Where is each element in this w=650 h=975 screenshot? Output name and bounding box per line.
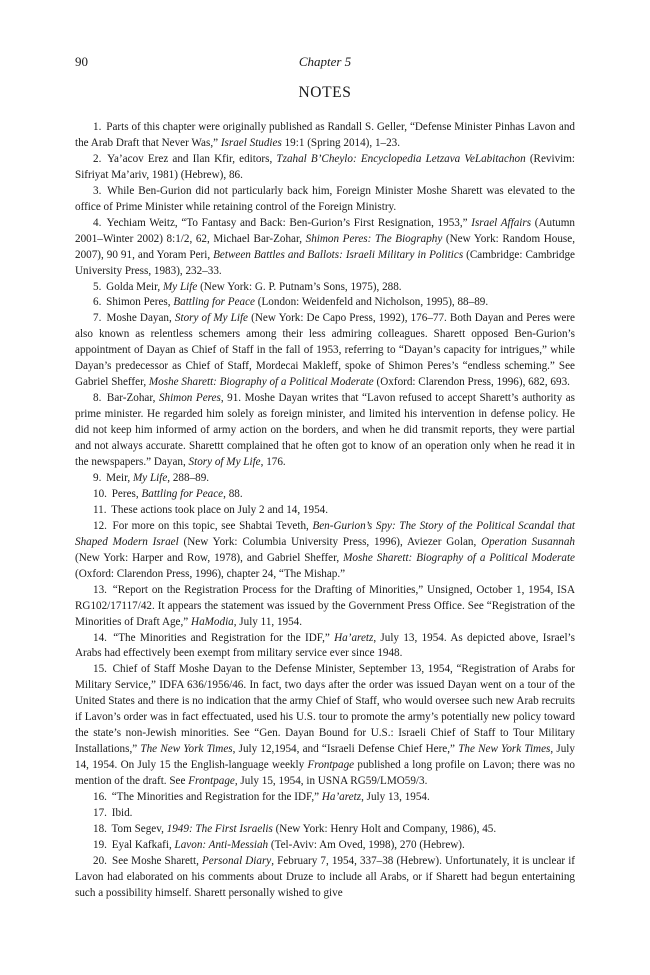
italic-title: Moshe Sharett: Biography of a Political Moderate [343, 551, 575, 564]
note-text: Yechiam Weitz, “To Fantasy and Back: Ben-Gurion’s First Resignation, 1953,” [106, 216, 472, 229]
note-15 [75, 662, 575, 790]
note-number: 8. [93, 392, 102, 405]
note-6 [75, 295, 575, 311]
note-text: Golda Meir, [106, 280, 163, 293]
italic-title: Battling for Peace [141, 487, 224, 500]
note-8 [75, 391, 575, 471]
note-number: 4. [93, 216, 102, 229]
note-text: , 176. [260, 456, 286, 469]
italic-title: Ha’aretz [321, 791, 362, 804]
note-19 [75, 838, 575, 854]
note-text: Eyal Kafkafi, [111, 838, 175, 851]
note-number: 17. [93, 806, 107, 819]
note-2 [75, 152, 575, 184]
note-text: , July 13, 1954. As depicted above, Israel’s Arabs had effectively been exempt from military service ever since 1948. [75, 631, 575, 660]
italic-title: Shimon Peres [158, 392, 221, 405]
note-text: (Autumn 2001–Winter 2002) 8:1/2, 62, Michael Bar-Zohar, [75, 216, 575, 245]
note-text: “The Minorities and Registration for the IDF,” [111, 791, 322, 804]
note-text: 19:1 (Spring 2014), 1–23. [281, 136, 401, 149]
note-text: (Oxford: Clarendon Press, 1996), chapter 24, “The Mishap.” [75, 567, 346, 580]
italic-title: 1949: The First Israelis [166, 822, 273, 835]
note-text: For more on this topic, see Shabtai Teveth, [112, 519, 313, 532]
note-text: (Tel-Aviv: Am Oved, 1998), 270 (Hebrew). [268, 838, 465, 851]
note-number: 5. [93, 280, 102, 293]
note-text: Meir, [106, 471, 133, 484]
italic-title: Personal Diary [201, 854, 272, 867]
italic-title: HaModia [191, 615, 234, 628]
note-text: (Cambridge: Cambridge University Press, 1983), 232–33. [75, 248, 575, 277]
note-text: , July 15, 1954, in USNA RG59/LMO59/3. [234, 775, 428, 788]
note-text: “Report on the Registration Process for the Drafting of Minorities,” Unsigned, October 1, 1954, ISA RG102/17117/42. It appears the statement was issued by the Government Press Office. See “Registration of the Minorities of Draft Age,” [75, 583, 575, 628]
note-text: (New York: Random House, 2007), 90 91, and Yoram Peri, [75, 232, 575, 261]
note-text: (New York: Henry Holt and Company, 1986), 45. [272, 822, 497, 835]
note-text: (New York: Harper and Row, 1978), and Gabriel Sheffer, [75, 551, 344, 564]
page-number: 90 [75, 54, 88, 69]
note-1 [75, 120, 575, 152]
note-text: , July 11, 1954. [233, 615, 303, 628]
notes-list [75, 120, 575, 902]
note-text: These actions took place on July 2 and 14, 1954. [111, 503, 328, 516]
note-10 [75, 487, 575, 503]
italic-title: Frontpage [188, 775, 235, 788]
note-number: 16. [93, 791, 107, 804]
note-number: 14. [93, 631, 107, 644]
note-text: (New York: De Capo Press, 1992), 176–77. Both Dayan and Peres were also known as relentless schemers among their less admiring colleagues. Sharett opposed Ben-Gurion’s appointment of Dayan as Chief of Staff in the fall of 1953, referring to “Dayan’s capacity for intrigues,” while Dayan’s predecessor as Chief of Staff, Mordecai Makleff, spoke of Shimon Peres’s “endless scheming.” See Gabriel Sheffer, [75, 312, 575, 389]
note-text: (Revivim: Sifriyat Ma’ariv, 1981) (Hebrew), 86. [75, 152, 575, 181]
note-text: (New York: Columbia University Press, 1996), Aviezer Golan, [178, 535, 482, 548]
note-18 [75, 822, 575, 838]
note-number: 7. [93, 312, 102, 325]
section-title: NOTES [298, 84, 352, 101]
italic-title: Lavon: Anti-Messiah [174, 838, 269, 851]
note-11 [75, 503, 575, 519]
italic-title: Battling for Peace [173, 296, 255, 309]
note-text: (London: Weidenfeld and Nicholson, 1995), 88–89. [255, 296, 489, 309]
italic-title: Shimon Peres: The Biography [305, 232, 443, 245]
italic-title: Between Battles and Ballots: Israeli Military in Politics [213, 248, 464, 261]
note-text: Tom Segev, [111, 822, 167, 835]
note-text: Chief of Staff Moshe Dayan to the Defense Minister, September 13, 1954, “Registration of Arabs for Military Service,” IDFA 636/1956/46. In fact, two days after the order was issued Dayan went on a tour of the United States and there is no indication that the army Chief of Staff, who would oversee such new Arab recruits if Lavon’s order was in fact effectuated, used his U.S. tour to promote the army’s potentially new policy toward the state’s non-Jewish minorities. See “Gen. Dayan Bound for U.S.: Israeli Chief of Staff to Tour Military Installations,” [75, 663, 575, 756]
note-number: 12. [93, 519, 107, 532]
note-text: Peres, [111, 487, 142, 500]
note-13 [75, 583, 575, 631]
italic-title: My Life [132, 471, 168, 484]
note-text: , July 13, 1954. [361, 791, 430, 804]
note-text: “The Minorities and Registration for the IDF,” [113, 631, 335, 644]
note-number: 3. [93, 184, 102, 197]
note-text: Ya’acov Erez and Ilan Kfir, editors, [107, 152, 277, 165]
note-12 [75, 519, 575, 583]
note-number: 1. [93, 121, 102, 133]
italic-title: The New York Times [458, 743, 551, 756]
note-4 [75, 216, 575, 280]
note-number: 18. [93, 822, 107, 835]
note-7 [75, 311, 575, 391]
note-14 [75, 631, 575, 663]
note-number: 20. [93, 854, 107, 867]
note-16 [75, 790, 575, 806]
note-text: , February 7, 1954, 337–38 (Hebrew). Unfortunately, it is unclear if Lavon had elaborated on his comments about Druze to include all Arabs, or if Sharett had begun entertaining such a possibility himself. Sharett personally wished to give [75, 854, 575, 899]
italic-title: Story of My Life [174, 312, 248, 325]
note-number: 10. [93, 487, 107, 500]
note-text: See Moshe Sharett, [112, 854, 202, 867]
note-number: 9. [93, 471, 102, 484]
italic-title: Story of My Life [188, 456, 261, 469]
italic-title: Moshe Sharett: Biography of a Political Moderate [148, 376, 374, 389]
note-text: , 88. [223, 487, 243, 500]
italic-title: The New York Times [140, 743, 233, 756]
note-17 [75, 806, 575, 822]
note-text: , July 12,1954, and “Israeli Defense Chief Here,” [232, 743, 459, 756]
running-head [75, 54, 575, 72]
chapter-label: Chapter 5 [298, 54, 352, 69]
book-page [75, 54, 575, 902]
note-text: (Oxford: Clarendon Press, 1996), 682, 693. [373, 376, 570, 389]
italic-title: Ha’aretz [334, 631, 374, 644]
note-number: 19. [93, 838, 107, 851]
note-20 [75, 854, 575, 902]
note-number: 11. [93, 503, 107, 516]
note-9 [75, 471, 575, 487]
italic-title: Tzahal B’Cheylo: Encyclopedia Letzava VeLabitachon [276, 152, 526, 165]
note-text: Bar-Zohar, [106, 392, 159, 405]
italic-title: Operation Susannah [481, 535, 575, 548]
note-text: , July 14, 1954. On July 15 the English-language weekly [75, 743, 575, 772]
note-text: , 91. Moshe Dayan writes that “Lavon refused to accept Sharett’s authority as prime minister. He regarded him solely as foreign minister, and limited his intervention in defense policy. He did not keep him informed of army action on the borders, and when he did transmit reports, they were partial and not always accurate. Sharettt complained that he often got to know of an operation only when he read it in the newspapers.” Dayan, [75, 392, 575, 469]
note-5 [75, 280, 575, 296]
note-text: published a long profile on Lavon; there was no mention of the draft. See [75, 759, 575, 788]
note-text: , 288–89. [167, 471, 210, 484]
note-number: 2. [93, 152, 102, 165]
italic-title: Israel Studies [220, 136, 282, 149]
note-text: Parts of this chapter were originally published as Randall S. Geller, “Defense Minister Pinhas Lavon and the Arab Draft that Never Was,” [75, 121, 575, 149]
note-text: While Ben-Gurion did not particularly back him, Foreign Minister Moshe Sharett was elevated to the office of Prime Minister while retaining control of the Foreign Ministry. [75, 184, 575, 213]
italic-title: Frontpage [307, 759, 355, 772]
italic-title: Ben-Gurion’s Spy: The Story of the Political Scandal that Shaped Modern Israel [75, 519, 575, 548]
italic-title: Israel Affairs [471, 216, 532, 229]
note-number: 13. [93, 583, 107, 596]
note-text: Ibid. [111, 806, 133, 819]
italic-title: My Life [162, 280, 198, 293]
note-3 [75, 184, 575, 216]
note-number: 6. [93, 296, 102, 309]
note-text: (New York: G. P. Putnam’s Sons, 1975), 288. [197, 280, 402, 293]
note-text: Shimon Peres, [106, 296, 174, 309]
note-number: 15. [93, 663, 107, 676]
note-text: Moshe Dayan, [106, 312, 175, 325]
